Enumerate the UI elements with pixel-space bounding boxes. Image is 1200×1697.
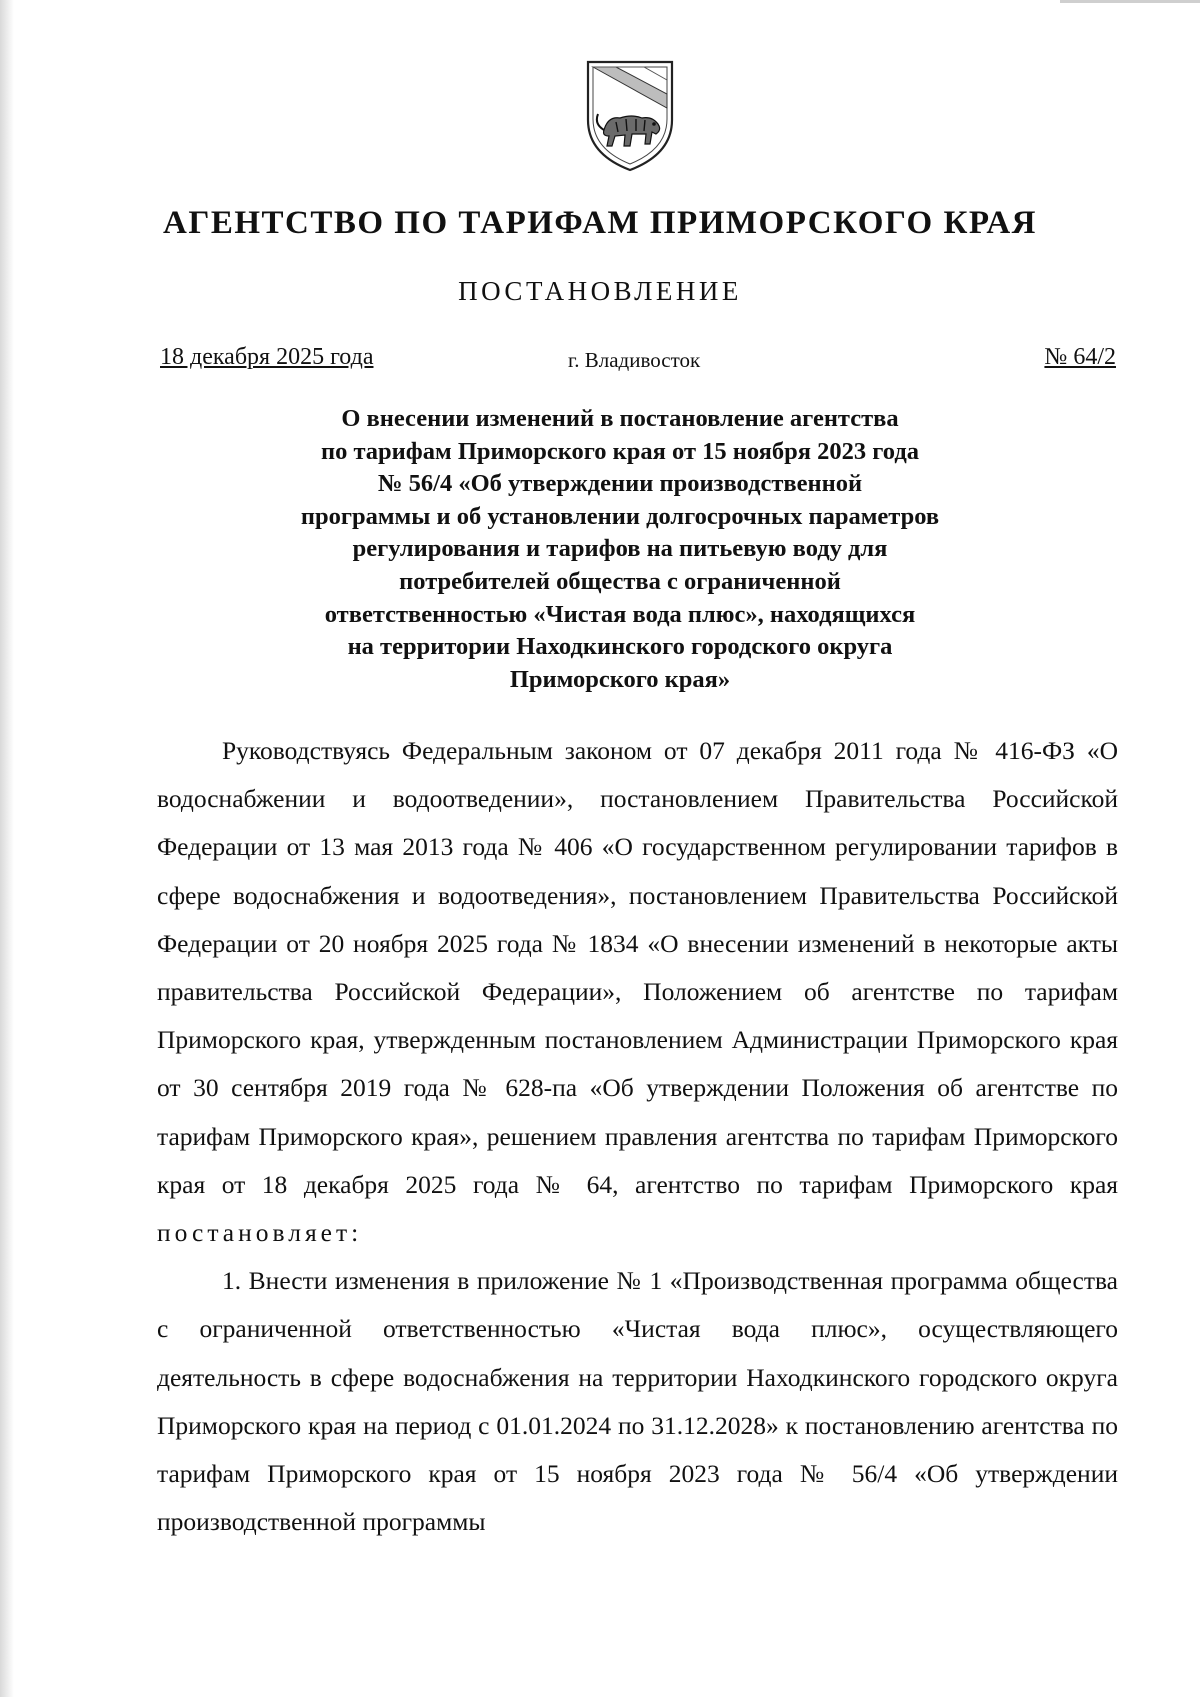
agency-name: АГЕНТСТВО ПО ТАРИФАМ ПРИМОРСКОГО КРАЯ (163, 205, 1037, 241)
title-line: ответственностью «Чистая вода плюс», находящихся (324, 600, 916, 628)
scan-left-edge (0, 0, 14, 1697)
preamble-paragraph (157, 727, 1118, 1257)
document-body (157, 727, 1118, 1546)
title-line: № 56/4 «Об утверждении производственной (377, 470, 863, 498)
title-line: по тарифам Приморского края от 15 ноября 2023 года (320, 437, 919, 465)
title-line: на территории Находкинского городского округа (347, 633, 893, 661)
decree-word: постановляет: (157, 1218, 363, 1248)
scan-top-mark (1060, 0, 1200, 3)
title-line: потребителей общества с ограниченной (399, 567, 841, 595)
coat-of-arms-tiger-shield-icon (582, 58, 678, 174)
title-line: О внесении изменений в постановление агентства (341, 405, 899, 432)
document-city: г. Владивосток (568, 348, 701, 372)
preamble-text: Руководствуясь Федеральным законом от 07 декабря 2011 года № 416-ФЗ «О водоснабжении и водоотведении», постановлением Правительства Российской Федерации от 13 мая 2013 года № 406 «О государственном регулировании тарифов в сфере водоснабжения и водоотведения», постановлением Правительства Российской Федерации от 20 ноября 2025 года № 1834 «О внесении изменений в некоторые акты правительства Российской Федерации», Положением об агентстве по тарифам Приморского края, утвержденным постановлением Администрации Приморского края от 30 сентября 2019 года № 628-па «Об утверждении Положения об агентстве по тарифам Приморского края», решением правления агентства по тарифам Приморского края от 18 декабря 2025 года № 64, агентство по тарифам Приморского края (157, 736, 1118, 1199)
title-line: регулирования и тарифов на питьевую воду для (352, 535, 888, 563)
document-number: № 64/2 (1044, 344, 1116, 370)
item-1-paragraph: 1. Внести изменения в приложение № 1 «Производственная программа общества с ограниченной ответственностью «Чистая вода плюс», осуществляющего деятельность в сфере водоснабжения на территории Находкинского городского округа Приморского края на период с 01.01.2024 по 31.12.2028» к постановлению агентства по тарифам Приморского края от 15 ноября 2023 года № 56/4 «Об утверждении производственной программы (157, 1266, 1118, 1537)
document-title (200, 403, 1040, 696)
document-date: 18 декабря 2025 года (160, 344, 374, 370)
title-line: программы и об установлении долгосрочных параметров (300, 502, 940, 530)
title-line: Приморского края» (509, 665, 731, 693)
document-type: ПОСТАНОВЛЕНИЕ (458, 276, 742, 306)
